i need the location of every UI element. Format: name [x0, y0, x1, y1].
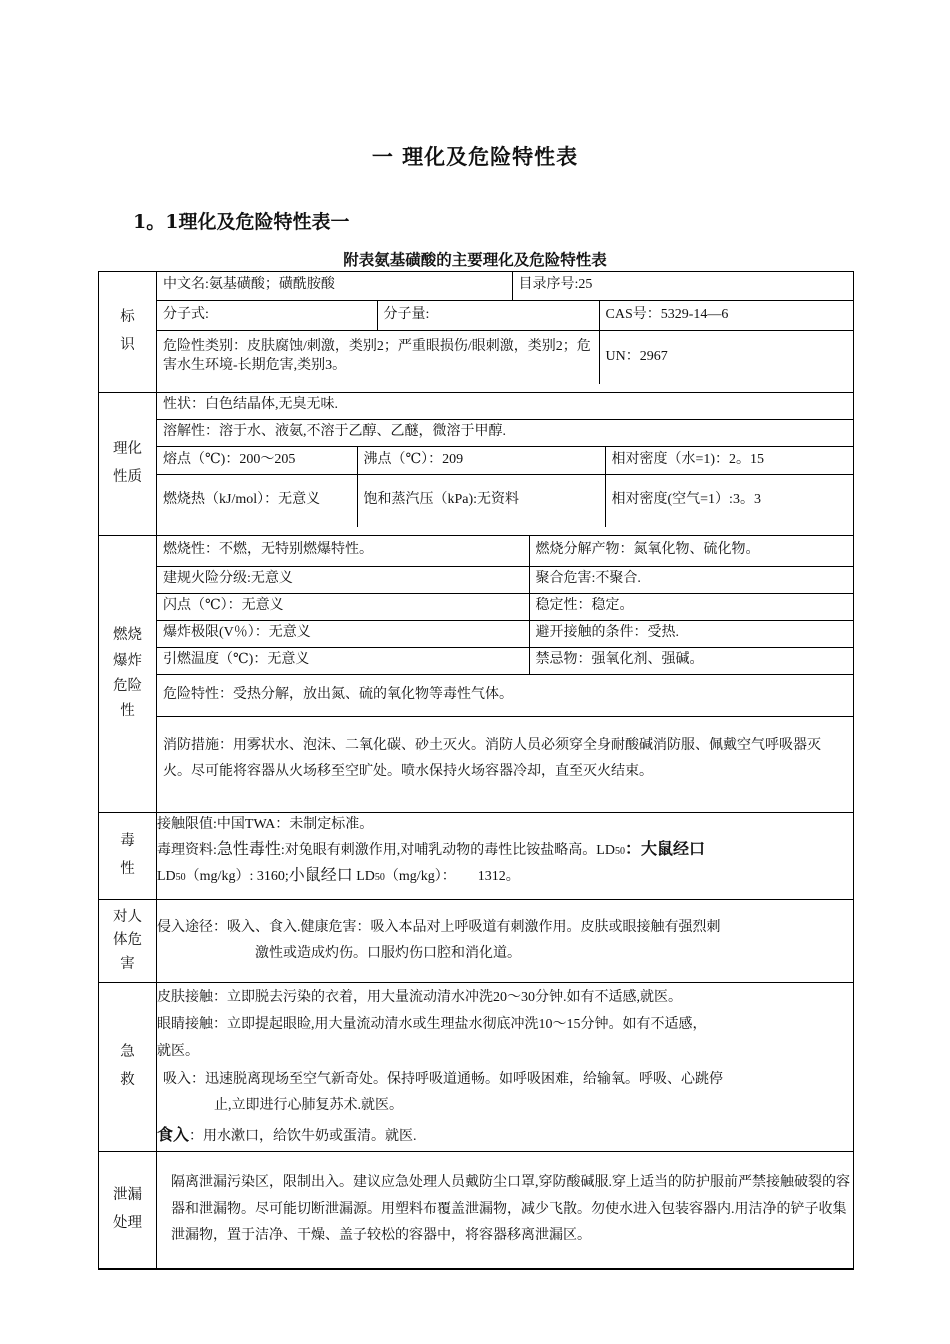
molecular-weight: 分子量:	[377, 300, 599, 330]
ignition-temp: 引燃温度（℃)：无意义	[157, 647, 529, 674]
hazard-properties-table	[98, 271, 854, 1270]
section-subheading: 1。1理化及危险特性表一	[133, 211, 350, 233]
hazard-properties: 危险特性：受热分解，放出氮、硫的氧化物等毒性气体。	[157, 674, 853, 716]
un-number: UN：2967	[605, 348, 668, 364]
physchem-label: 理化性质	[99, 393, 157, 536]
toxicology-data: 毒理资料:急性毒性:对兔眼有刺激作用,对哺乳动物的毒性比铵盐略高。LD50：大鼠经口	[157, 839, 705, 859]
explosion-limit: 爆炸极限(V％）：无意义	[157, 620, 529, 647]
physchem-grid	[157, 393, 853, 527]
physchem-section	[99, 393, 854, 536]
health-hazards: 侵入途径：吸入、食入.健康危害：吸入本品对上呼吸道有刺激作用。皮肤或眼接触有强烈刺	[157, 919, 721, 936]
document-heading: 一 理化及危险特性表	[371, 145, 579, 169]
cas-number: CAS号：5329-14—6	[599, 300, 853, 330]
health-label: 对人体危害	[99, 900, 157, 983]
fire-label: 燃烧爆炸危险性	[99, 536, 157, 813]
catalog-number: 目录序号:25	[512, 272, 853, 300]
incompatibles: 禁忌物：强氧化剂、强碱。	[529, 647, 853, 674]
solubility: 溶解性：溶于水、液氨,不溶于乙醇、乙醚，微溶于甲醇.	[157, 419, 853, 446]
toxicity-label: 毒性	[99, 813, 157, 900]
acute-toxicity-label: 急性毒性	[216, 839, 281, 859]
appearance: 性状：白色结晶体,无臭无味.	[157, 393, 853, 419]
identity-label: 标识	[99, 272, 157, 393]
first-aid-label: 急救	[99, 983, 157, 1152]
ld50-values: LD50（mg/kg）: 3160;小鼠经口 LD50（mg/kg）： 1312。	[157, 865, 520, 885]
combustion-heat: 燃烧热（kJ/mol）：无意义	[157, 474, 357, 527]
density-water: 相对密度（水=1)：2。15	[605, 446, 853, 474]
table-caption: 附表氨基磺酸的主要理化及危险特性表	[343, 251, 607, 269]
inhalation: 吸入：迅速脱离现场至空气新奇处。保持呼吸道通畅。如呼吸困难，给输氧。呼吸、心跳停	[163, 1070, 723, 1087]
density-air: 相对密度(空气=1）:3。3	[611, 492, 761, 508]
stability: 稳定性：稳定。	[529, 593, 853, 620]
hazard-class: 危险性类别：皮肤腐蚀/刺激，类别2；严重眼损伤/眼刺激，类别2；危害水生环境-长期危害,类别3。	[157, 330, 599, 384]
fire-class: 建规火险分级:无意义	[157, 566, 529, 593]
exposure-limit: 接触限值:中国TWA：未制定标准。	[157, 817, 374, 832]
molecular-formula: 分子式:	[157, 300, 377, 330]
first-aid-section: 急救 皮肤接触：立即脱去污染的衣着，用大量流动清水冲洗20～30分钟.如有不适感,就医。 眼睛接触：立即提起眼睑,用大量流动清水或生理盐水彻底冲洗10～15分钟。如有不适感， 就医。 吸入：迅速脱离现场至空气新奇处。保持呼吸道通畅。如呼吸困难，给输氧。呼吸、心跳停 止,立即进行心肺复苏术.就医。 食入：用水漱口，给饮牛奶或蛋清。就医.	[99, 983, 854, 1152]
health-section: 对人体危害 侵入途径：吸入、食入.健康危害：吸入本品对上呼吸道有刺激作用。皮肤或眼接触有强烈刺 激性或造成灼伤。口服灼伤口腔和消化道。	[99, 900, 854, 983]
identity-section	[99, 272, 854, 393]
vapor-pressure: 饱和蒸汽压（kPa):无资料	[357, 474, 605, 527]
spill-section	[99, 1152, 854, 1270]
avoid-conditions: 避开接触的条件：受热.	[529, 620, 853, 647]
decomposition-products: 燃烧分解产物：氮氧化物、硫化物。	[529, 536, 853, 566]
spill-label: 泄漏处理	[99, 1152, 157, 1270]
eye-contact: 眼睛接触：立即提起眼睑,用大量流动清水或生理盐水彻底冲洗10～15分钟。如有不适感，	[157, 1016, 707, 1033]
ingestion: 食入：用水漱口，给饮牛奶或蛋清。就医.	[157, 1124, 417, 1144]
skin-contact: 皮肤接触：立即脱去污染的衣着，用大量流动清水冲洗20～30分钟.如有不适感,就医。	[157, 988, 682, 1005]
fire-grid	[157, 536, 853, 802]
firefighting-measures: 消防措施：用雾状水、泡沫、二氧化碳、砂土灭火。消防人员必须穿全身耐酸碱消防服、佩戴空气呼吸器灭火。尽可能将容器从火场移至空旷处。喷水保持火场容器冷却，直至灭火结束。	[163, 737, 821, 780]
flammability: 燃烧性：不燃，无特别燃爆特性。	[157, 536, 529, 566]
chinese-name: 中文名:氨基磺酸；磺酰胺酸	[157, 272, 512, 300]
flash-point: 闪点（℃）：无意义	[157, 593, 529, 620]
spill-procedure: 隔离泄漏污染区，限制出入。建议应急处理人员戴防尘口罩,穿防酸碱服.穿上适当的防护服前严禁接触破裂的容器和泄漏物。尽可能切断泄漏源。用塑料布覆盖泄漏物，减少飞散。勿使水进入包装容器内.用洁净的铲子收集泄漏物，置于洁净、干燥、盖子较松的容器中，将容器移离泄漏区。	[157, 1152, 854, 1270]
boiling-point: 沸点（℃）：209	[357, 446, 605, 474]
melting-point: 熔点（℃)：200～205	[157, 446, 357, 474]
polymerization: 聚合危害:不聚合.	[529, 566, 853, 593]
fire-section	[99, 536, 854, 813]
identity-grid	[157, 272, 853, 384]
toxicity-section	[99, 813, 854, 900]
